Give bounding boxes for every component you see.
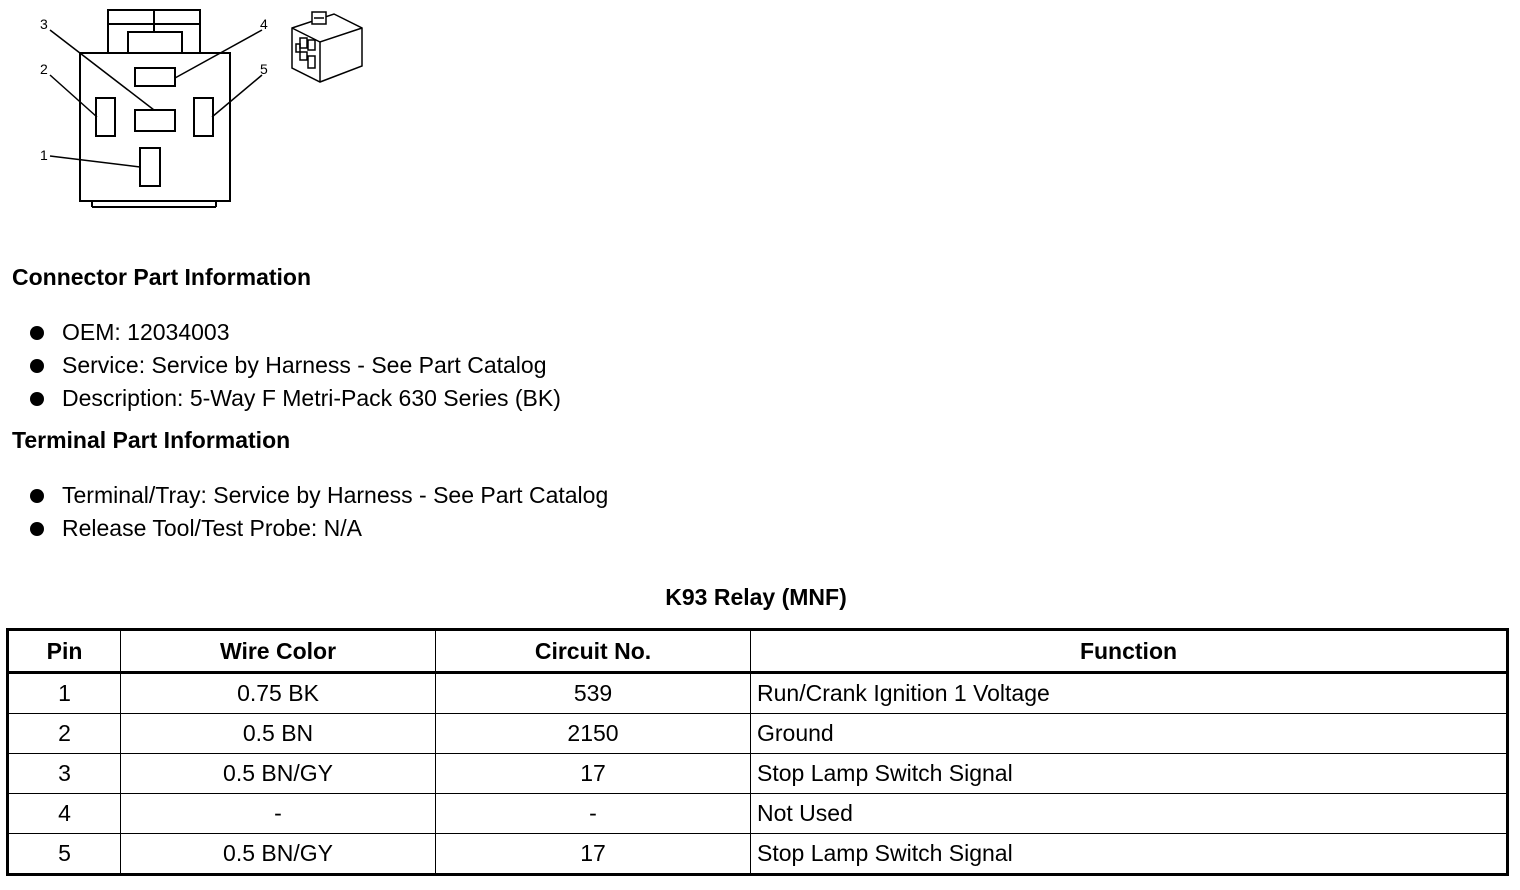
- connector-iso-view: [292, 12, 362, 82]
- pin-label-5: 5: [260, 61, 268, 77]
- pin-label-4: 4: [260, 16, 268, 32]
- release-tool-text: Release Tool/Test Probe: N/A: [62, 515, 363, 541]
- list-item: [30, 349, 561, 382]
- table-title: K93 Relay (MNF): [665, 584, 847, 610]
- column-header-wire-color: Wire Color: [121, 630, 436, 673]
- bullet-icon: [30, 359, 44, 373]
- connector-part-info-list: [30, 316, 561, 415]
- list-item: [30, 512, 608, 545]
- table-row: [8, 673, 1508, 714]
- cell-pin: 1: [8, 673, 121, 714]
- cell-function: Not Used: [751, 794, 1508, 834]
- pin-label-1: 1: [40, 147, 48, 163]
- description-text: Description: 5-Way F Metri-Pack 630 Series (BK): [62, 385, 561, 411]
- bullet-icon: [30, 522, 44, 536]
- terminal-part-info-list: [30, 479, 608, 545]
- column-header-pin: Pin: [8, 630, 121, 673]
- list-item: [30, 316, 561, 349]
- cell-pin: 2: [8, 714, 121, 754]
- oem-text: OEM: 12034003: [62, 319, 230, 345]
- list-item: [30, 382, 561, 415]
- cell-circuit: 539: [436, 673, 751, 714]
- cavity-2: [96, 98, 115, 136]
- cell-pin: 4: [8, 794, 121, 834]
- cell-wire-color: 0.5 BN: [121, 714, 436, 754]
- table-row: [8, 754, 1508, 794]
- service-text: Service: Service by Harness - See Part Catalog: [62, 352, 547, 378]
- relay-pinout-table: [6, 628, 1509, 876]
- table-header-row: [8, 630, 1508, 673]
- cell-circuit: -: [436, 794, 751, 834]
- bullet-icon: [30, 326, 44, 340]
- cavity-4: [135, 68, 175, 86]
- cell-wire-color: 0.75 BK: [121, 673, 436, 714]
- bullet-icon: [30, 392, 44, 406]
- cavity-3: [135, 110, 175, 131]
- cell-circuit: 17: [436, 754, 751, 794]
- cell-wire-color: 0.5 BN/GY: [121, 754, 436, 794]
- connector-body: [80, 53, 230, 201]
- cell-wire-color: 0.5 BN/GY: [121, 834, 436, 875]
- terminal-tray-text: Terminal/Tray: Service by Harness - See Part Catalog: [62, 482, 609, 508]
- cavity-1: [140, 148, 160, 186]
- pin-label-2: 2: [40, 61, 48, 77]
- cell-wire-color: -: [121, 794, 436, 834]
- connector-diagram: [0, 0, 380, 215]
- cell-circuit: 2150: [436, 714, 751, 754]
- list-item: [30, 479, 608, 512]
- table-row: [8, 714, 1508, 754]
- column-header-function: Function: [751, 630, 1508, 673]
- terminal-part-info-heading: Terminal Part Information: [12, 427, 291, 453]
- table-row: [8, 794, 1508, 834]
- cell-pin: 3: [8, 754, 121, 794]
- connector-part-info-heading: Connector Part Information: [12, 264, 312, 290]
- cell-function: Stop Lamp Switch Signal: [751, 754, 1508, 794]
- cell-pin: 5: [8, 834, 121, 875]
- cavity-5: [194, 98, 213, 136]
- table-row: [8, 834, 1508, 875]
- cell-circuit: 17: [436, 834, 751, 875]
- bullet-icon: [30, 489, 44, 503]
- pin-label-3: 3: [40, 16, 48, 32]
- column-header-circuit: Circuit No.: [436, 630, 751, 673]
- cell-function: Ground: [751, 714, 1508, 754]
- cell-function: Stop Lamp Switch Signal: [751, 834, 1508, 875]
- cell-function: Run/Crank Ignition 1 Voltage: [751, 673, 1508, 714]
